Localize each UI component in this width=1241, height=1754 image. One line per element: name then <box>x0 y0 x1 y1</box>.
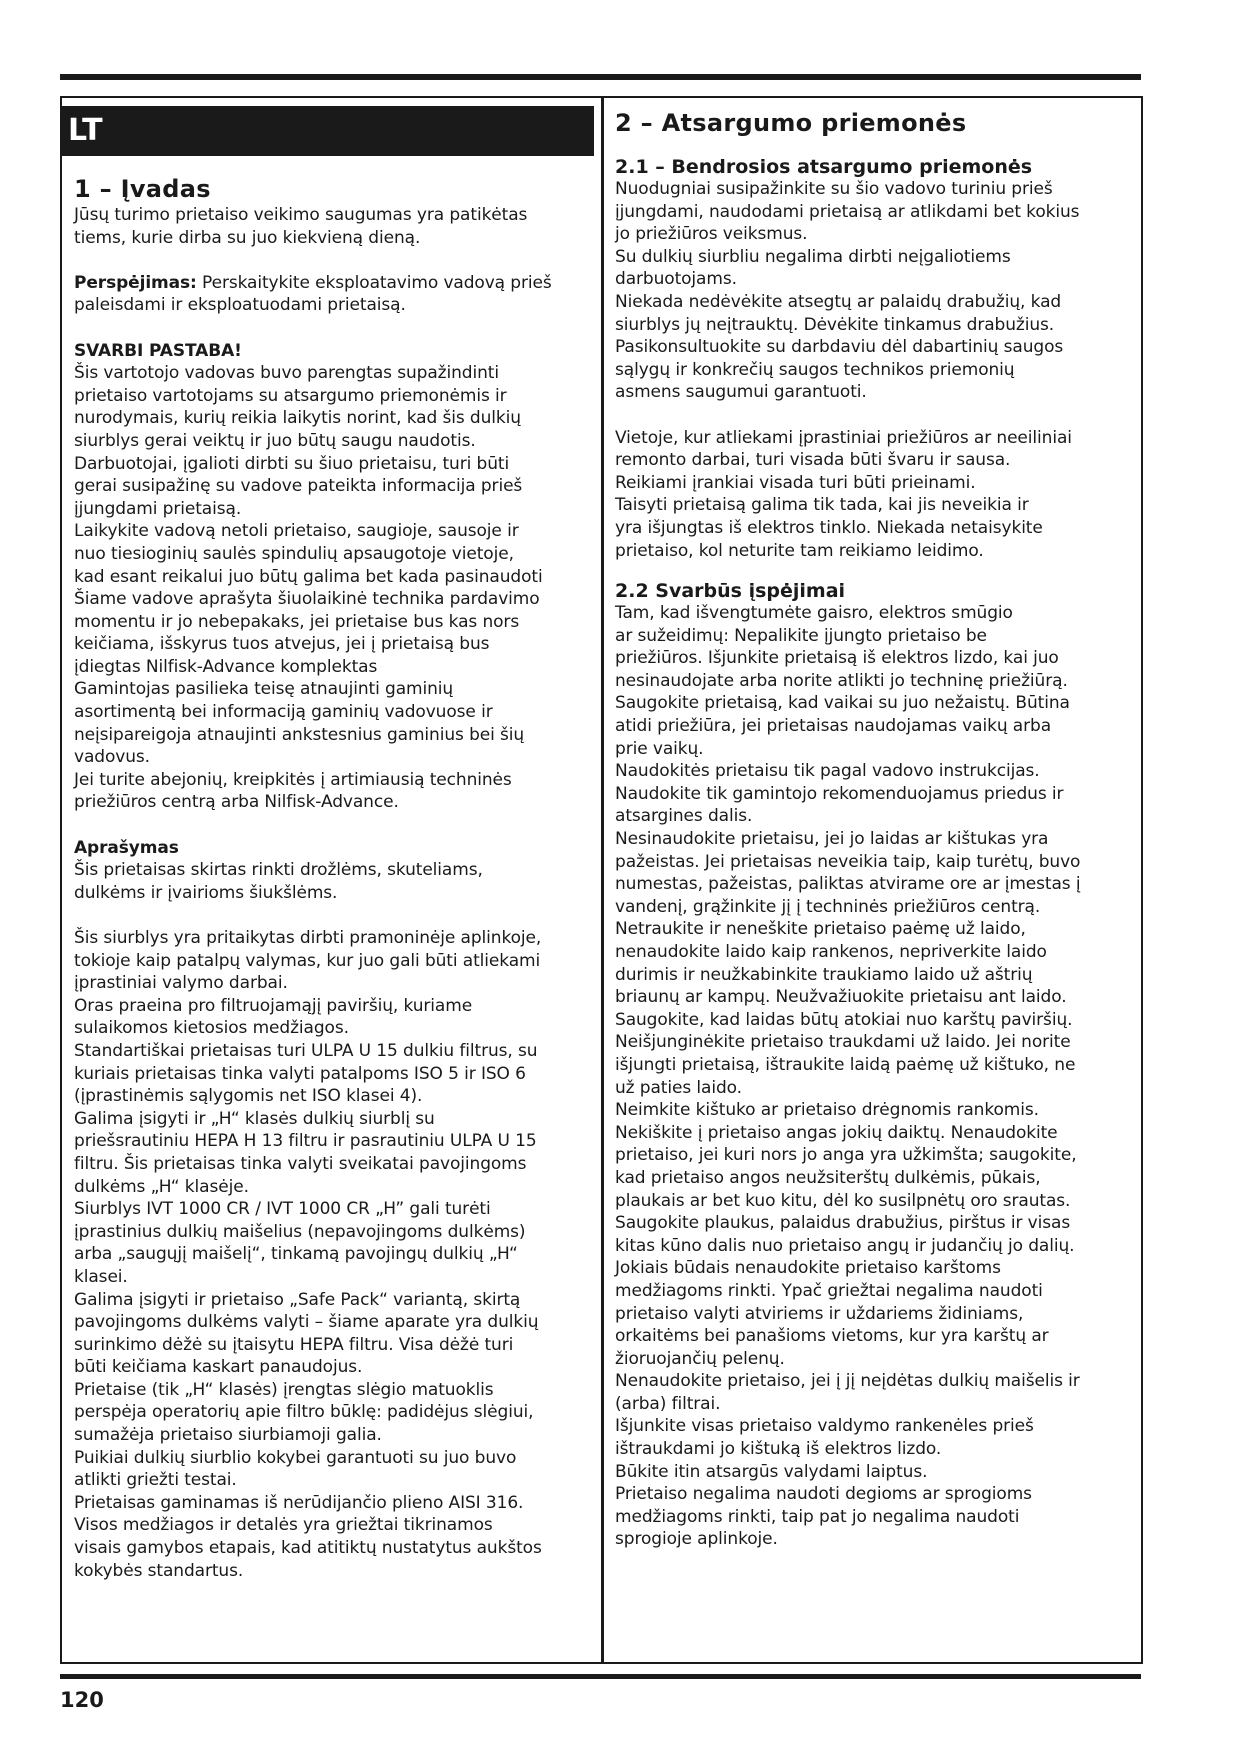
important-label: SVARBI PASTABA! <box>74 340 242 361</box>
left-column <box>74 174 594 1582</box>
section-2-1-title: 2.1 – Bendrosios atsargumo priemonės <box>615 156 1033 178</box>
section-2-1-text-2: Vietoje, kur atliekami įprastiniai priežiūros ar neeiliniai remonto darbai, turi visada būti švaru ir sausa. Reikiami įrankiai visada turi būti prieinami. Taisyti prietaisą galima tik tada, kai jis neveikia ir yra išjungtas iš elektros tinklo. Niekada netaisykite prietaiso, kol neturite tam reikiamo leidimo. <box>615 427 1072 561</box>
intro-text: Jūsų turimo prietaiso veikimo saugumas yra patikėtas tiems, kurie dirba su juo kiekvieną dieną. <box>74 205 528 248</box>
top-rule <box>60 74 1141 80</box>
language-banner: LT <box>62 106 594 156</box>
section-2-2-title: 2.2 Svarbūs įspėjimai <box>615 580 846 603</box>
description-text: Šis prietaisas skirtas rinkti drožlėms, skuteliams, dulkėms ir įvairioms šiukšlėms. <box>74 860 483 903</box>
section-2-1-text: Nuodugniai susipažinkite su šio vadovo turiniu prieš įjungdami, naudodami prietaisą ar atlikdami bet kokius jo priežiūros veiksmus. Su dulkių siurbliu negalima dirbti neįgaliotiems darbuotojams. Niekada nedėvėkite atsegtų ar palaidų drabužių, kad siurblys jų neįtrauktų. Dėvėkite tinkamus drabužius. Pasikonsultuokite su darbdaviu dėl dabartinių saugos sąlygų ir konkrečių saugos technikos priemonių asmens saugumui garantuoti. <box>615 179 1080 403</box>
right-column <box>615 106 1135 1551</box>
content-frame <box>60 96 1143 1664</box>
warning-label: Perspėjimas: <box>74 272 197 293</box>
warning-text: Perskaitykite eksploatavimo vadovą prieš paleisdami ir eksploatuodami prietaisą. <box>74 272 552 316</box>
page-number: 120 <box>60 1688 104 1712</box>
important-text: Šis vartotojo vadovas buvo parengtas supažindinti prietaiso vartotojams su atsargumo priemonėmis ir nurodymais, kurių reikia laikytis norint, kad šis dulkių siurblys gerai veiktų ir juo būtų saugu naudotis. Darbuotojai, įgalioti dirbti su šiuo prietaisu, turi būti gerai susipažinę su vadove pateikta informacija prieš įjungdami prietaisą. Laikykite vadovą netoli prietaiso, saugioje, sausoje ir nuo tiesioginių saulės spindulių apsaugotoje vietoje, kad esant reikalui juo būtų galima bet kada pasinaudoti Šiame vadove aprašyta šiuolaikinė technika pardavimo momentu ir jo nebepakaks, jei prietaise bus kas nors keičiama, išskyrus tuos atvejus, jei į prietaisą bus įdiegtas Nilfisk-Advance komplektas Gamintojas pasilieka teisę atnaujinti gaminių asortimentą bei informaciją gaminių vadovuose ir neįsipareigoja atnaujinti ankstesnius gaminius bei šių vadovus. Jei turite abejonių, kreipkitės į artimiausią techninės priežiūros centrą arba Nilfisk-Advance. <box>74 363 543 813</box>
column-divider <box>601 98 604 1662</box>
section-1-title: 1 – Įvadas <box>74 175 211 203</box>
description-text-2: Šis siurblys yra pritaikytas dirbti pramoninėje aplinkoje, tokioje kaip patalpų valymas, kur juo gali būti atliekami įprastiniai valymo darbai. Oras praeina pro filtruojamąjį paviršių, kuriame sulaikomos kietosios medžiagos. Standartiškai prietaisas turi ULPA U 15 dulkiu filtrus, su kuriais prietaisas tinka valyti patalpoms ISO 5 ir ISO 6 (įprastinėmis sąlygomis net ISO klasei 4). Galima įsigyti ir „H“ klasės dulkių siurblį su priešsrautiniu HEPA H 13 filtru ir pasrautiniu ULPA U 15 filtru. Šis prietaisas tinka valyti sveikatai pavojingoms dulkėms „H“ klasėje. Siurblys IVT 1000 CR / IVT 1000 CR „H” gali turėti įprastinius dulkių maišelius (nepavojingoms dulkėms) arba „saugųjį maišelį“, tinkamą pavojingų dulkių „H“ klasei. Galima įsigyti ir prietaiso „Safe Pack“ variantą, skirtą pavojingoms dulkėms valyti – šiame aparate yra dulkių surinkimo dėžė su įtaisytu HEPA filtru. Visa dėžė turi būti keičiama kaskart panaudojus. Prietaise (tik „H“ klasės) įrengtas slėgio matuoklis perspėja operatorių apie filtro būklę: padidėjus slėgiui, sumažėja prietaiso siurbiamoji galia. Puikiai dulkių siurblio kokybei garantuoti su juo buvo atlikti griežti testai. Prietaisas gaminamas iš nerūdijančio plieno AISI 316. Visos medžiagos ir detalės yra griežtai tikrinamos visais gamybos etapais, kad atitiktų nustatytus aukštos kokybės standartus. <box>74 928 542 1581</box>
section-2-title: 2 – Atsargumo priemonės <box>615 109 967 137</box>
warning-paragraph <box>74 272 594 317</box>
section-2-2-text: Tam, kad išvengtumėte gaisro, elektros smūgio ar sužeidimų: Nepalikite įjungto prietaiso be priežiūros. Išjunkite prietaisą iš elektros lizdo, kai juo nesinaudojate arba norite atlikti jo techninę priežiūrą. Saugokite prietaisą, kad vaikai su juo nežaistų. Būtina atidi priežiūra, jei prietaisas naudojamas vaikų arba prie vaikų. Naudokitės prietaisu tik pagal vadovo instrukcijas. Naudokite tik gamintojo rekomenduojamus priedus ir atsargines dalis. Nesinaudokite prietaisu, jei jo laidas ar kištukas yra pažeistas. Jei prietaisas neveikia taip, kaip turėtų, buvo numestas, pažeistas, paliktas atvirame ore ar įmestas į vandenį, grąžinkite jį į techninės priežiūros centrą. Netraukite ir neneškite prietaiso paėmę už laido, nenaudokite laido kaip rankenos, nepriverkite laido durimis ir neužkabinkite traukiamo laido už aštrių briaunų ar kampų. Neužvažiuokite prietaisu ant laido. Saugokite, kad laidas būtų atokiai nuo karštų paviršių. Neišjunginėkite prietaiso traukdami už laido. Jei norite išjungti prietaisą, ištraukite laidą paėmę už kištuko, ne už paties laido. Neimkite kištuko ar prietaiso drėgnomis rankomis. Nekiškite į prietaiso angas jokių daiktų. Nenaudokite prietaiso, jei kuri nors jo anga yra užkimšta; saugokite, kad prietaiso angos neužsiterštų dulkėmis, pūkais, plaukais ar bet kuo kitu, dėl ko susilpnėtų oro srautas. Saugokite plaukus, palaidus drabužius, pirštus ir visas kitas kūno dalis nuo prietaiso angų ir judančių jo dalių. Jokiais būdais nenaudokite prietaiso karštoms medžiagoms rinkti. Ypač griežtai negalima naudoti prietaiso valyti atviriems ir uždariems židiniams, orkaitėms bei panašioms vietoms, kur yra karštų ar žioruojančių pelenų. Nenaudokite prietaiso, jei į jį neįdėtas dulkių maišelis ir (arba) filtrai. Išjunkite visas prietaiso valdymo rankenėles prieš ištraukdami jo kištuką iš elektros lizdo. Būkite itin atsargūs valydami laiptus. Prietaiso negalima naudoti degioms ar sprogioms medžiagoms rinkti, taip pat jo negalima naudoti sprogioje aplinkoje. <box>615 603 1081 1550</box>
description-label: Aprašymas <box>74 837 179 858</box>
bottom-rule <box>60 1674 1141 1679</box>
